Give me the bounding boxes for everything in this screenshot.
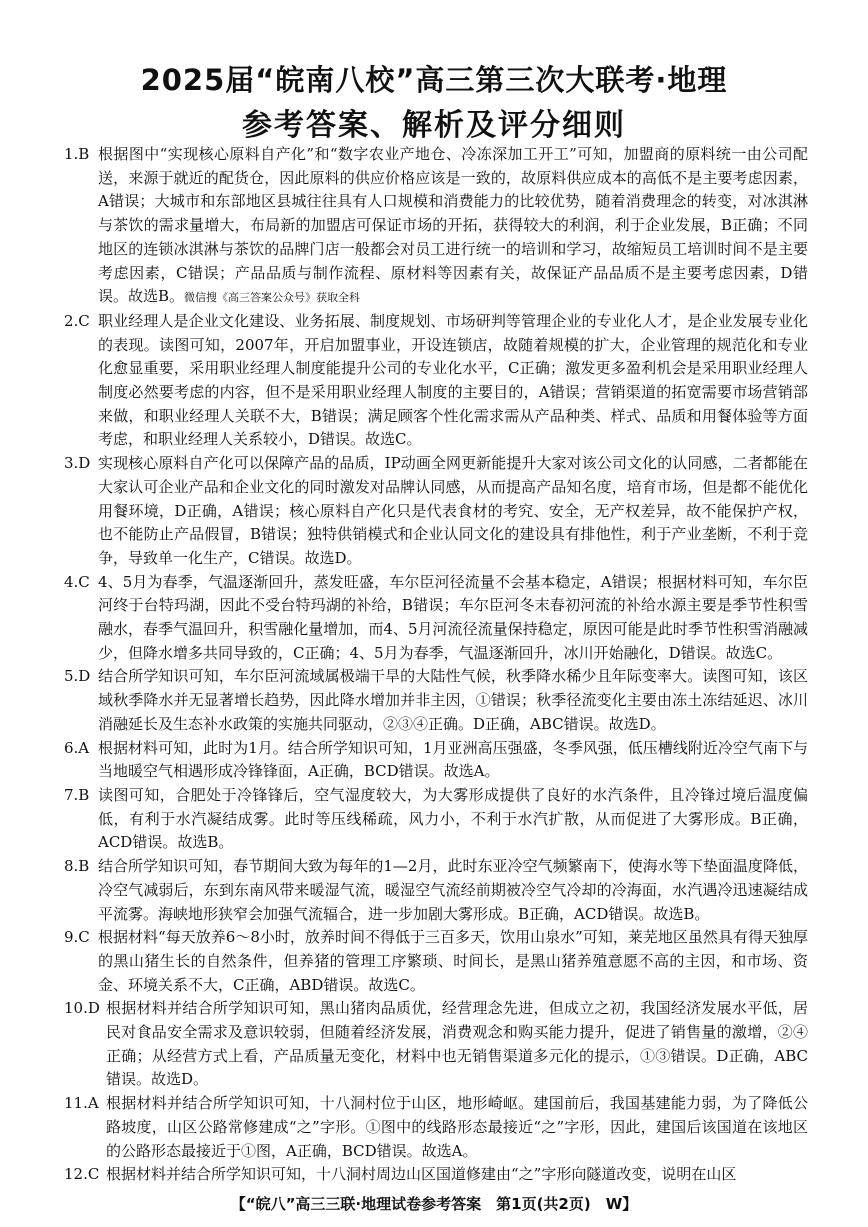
- answer-number: 1.B: [64, 145, 90, 163]
- answer-number: 8.B: [64, 857, 90, 876]
- answer-text: 根据材料并结合所学知识可知，十八洞村周边山区国道修建由“之”字形向隧道改变，说明在山区: [106, 1165, 737, 1184]
- answer-item-5: [64, 665, 808, 736]
- answer-item-10: [64, 997, 808, 1092]
- answer-number: 3.D: [64, 454, 91, 473]
- answer-item-2: [64, 310, 808, 452]
- answer-number: 9.C: [64, 928, 90, 947]
- answer-number: 6.A: [64, 738, 90, 757]
- answer-item-8: [64, 855, 808, 926]
- answer-text: 根据图中“实现核心原料自产化”和“数字农业产地仓、冷冻深加工开工”可知，加盟商的原料统一由公司配送，来源于就近的配货仓，因此原料的供应价格应该是一致的，故原料供应成本的高低不是主要考虑因素，A错误；大城市和东部地区县城往往具有人口规模和消费能力的比较优势，随着消费理念的转变，对冰淇淋与茶饮的需求量增大，布局新的加盟店可保证市场的开拓，获得较大的利润，利于企业发展，B正确；不同地区的连锁冰淇淋与茶饮的品牌门店一般都会对员工进行统一的培训和学习，故缩短员工培训时间不是主要考虑因素，C错误；产品品质与制作流程、原材料等因素有关，故保证产品品质不是主要考虑因素，D错误。故选B。: [98, 145, 808, 306]
- answer-text: 读图可知，合肥处于冷锋锋后，空气湿度较大，为大雾形成提供了良好的水汽条件，且冷锋过境后温度偏低，有利于水汽凝结成雾。此时等压线稀疏，风力小，不利于水汽扩散，从而促进了大雾形成。B正确，ACD错误。故选B。: [98, 785, 808, 852]
- answer-text: 实现核心原料自产化可以保障产品的品质，IP动画全网更新能提升大家对该公司文化的认同感，二者都能在大家认可企业产品和企业文化的同时激发对品牌认同感，从而提高产品知名度，培育市场，但是都不能优化用餐环境，D正确，A错误；核心原料自产化只是代表食材的考究、安全，无产权差异，故不能保护产权，也不能防止产品假冒，B错误；独特供销模式和企业认同文化的建设具有排他性，利于产业垄断，不利于竞争，导致单一化生产，C错误。故选D。: [98, 454, 808, 567]
- page-footer: 【“皖八”高三三联·地理试卷参考答案 第1页(共2页) W】: [230, 1195, 638, 1213]
- answer-number: 7.B: [64, 785, 90, 804]
- answer-item-7: [64, 784, 808, 855]
- answer-text: 根据材料可知，此时为1月。结合所学知识可知，1月亚洲高压强盛，冬季风强，低压槽线附近冷空气南下与当地暖空气相遇形成冷锋锋面，A正确，BCD错误。故选A。: [98, 738, 808, 781]
- page-title: 2025届“皖南八校”高三第三次大联考·地理: [140, 63, 728, 97]
- answer-number: 12.C: [64, 1165, 100, 1184]
- answer-text: 结合所学知识可知，春节期间大致为每年的1—2月，此时东亚冷空气频繁南下，使海水等下垫面温度降低，冷空气减弱后，东到东南风带来暖湿气流，暖湿空气流经前期被冷空气冷却的冷海面，水汽遇冷迅速凝结成平流雾。海峡地形狭窄会加强气流辐合，进一步加剧大雾形成。B正确，ACD错误。故选B。: [98, 857, 808, 923]
- answer-text: 根据材料并结合所学知识可知，十八洞村位于山区，地形崎岖。建国前后，我国基建能力弱，为了降低公路坡度，山区公路常修建成“之”字形。①图中的线路形态最接近“之”字形，因此，建国后该国道在该地区的公路形态最接近于①图，A正确，BCD错误。故选A。: [106, 1094, 808, 1160]
- answer-text: 4、5月为春季，气温逐渐回升，蒸发旺盛，车尔臣河径流量不会基本稳定，A错误；根据材料可知，车尔臣河终于台特玛湖，因此不受台特玛湖的补给，B错误；车尔臣河冬末春初河流的补给水源主要是季节性积雪融水，春季气温回升，积雪融化量增加，而4、5月河流径流量保持稳定，原因可能是此时季节性积雪消融减少，但降水增多共同导致的，C正确；4、5月为春季，气温逐渐回升，冰川开始融化，D错误。故选C。: [98, 572, 808, 662]
- answer-number: 10.D: [64, 999, 100, 1018]
- answer-item-9: [64, 926, 808, 997]
- answer-text: 根据材料并结合所学知识可知，黑山猪肉品质优，经营理念先进，但成立之初，我国经济发展水平低，居民对食品安全需求及意识较弱，但随着经济发展，消费观念和购买能力提升，促进了销售量的激增，②④正确；从经营方式上看，产品质量无变化，材料中也无销售渠道多元化的提示，①③错误。D正确，ABC错误。故选D。: [106, 999, 808, 1089]
- answer-item-12: [64, 1163, 808, 1187]
- answers-list: [64, 143, 808, 1187]
- answer-item-6: [64, 737, 808, 784]
- answer-number: 4.C: [64, 572, 90, 591]
- watermark-note: 微信搜《高三答案公众号》获取全科: [184, 291, 361, 305]
- answer-item-11: [64, 1092, 808, 1163]
- answer-number: 5.D: [64, 667, 91, 686]
- answer-text: 结合所学知识可知，车尔臣河流域属极端干旱的大陆性气候，秋季降水稀少且年际变率大。读图可知，该区域秋季降水并无显著增长趋势，因此降水增加并非主因，①错误；秋季径流变化主要由冻土冻结延迟、冰川消融延长及生态补水政策的实施共同驱动，②③④正确。D正确，ABC错误。故选D。: [98, 667, 808, 733]
- answer-text: 职业经理人是企业文化建设、业务拓展、制度规划、市场研判等管理企业的专业化人才，是企业发展专业化的表现。读图可知，2007年，开启加盟事业，开设连锁店，故随着规模的扩大，企业管理的规范化和专业化愈显重要，采用职业经理人制度能提升公司的专业化水平，C正确；激发更多盈利机会是采用职业经理人制度必然要考虑的内容，但不是采用职业经理人制度的主要目的，A错误；营销渠道的拓宽需要市场营销部来做，和职业经理人关联不大，B错误；满足顾客个性化需求需从产品种类、样式、品质和用餐体验等方面考虑，和职业经理人关系较小，D错误。故选C。: [98, 311, 808, 449]
- answer-item-3: [64, 452, 808, 571]
- answer-item-4: [64, 571, 808, 666]
- answer-number: 11.A: [64, 1094, 99, 1113]
- answer-text: 根据材料“每天放养6～8小时，放养时间不得低于三百多天，饮用山泉水”可知，莱芜地区虽然具有得天独厚的黑山猪生长的自然条件，但养猪的管理工序繁琐、时间长，是黑山猪养殖意愿不高的主因，和市场、资金、环境关系不大，C正确，ABD错误。故选C。: [98, 928, 808, 994]
- answer-item-1: [64, 143, 808, 310]
- page-subtitle: 参考答案、解析及评分细则: [242, 108, 626, 143]
- answer-number: 2.C: [64, 311, 90, 330]
